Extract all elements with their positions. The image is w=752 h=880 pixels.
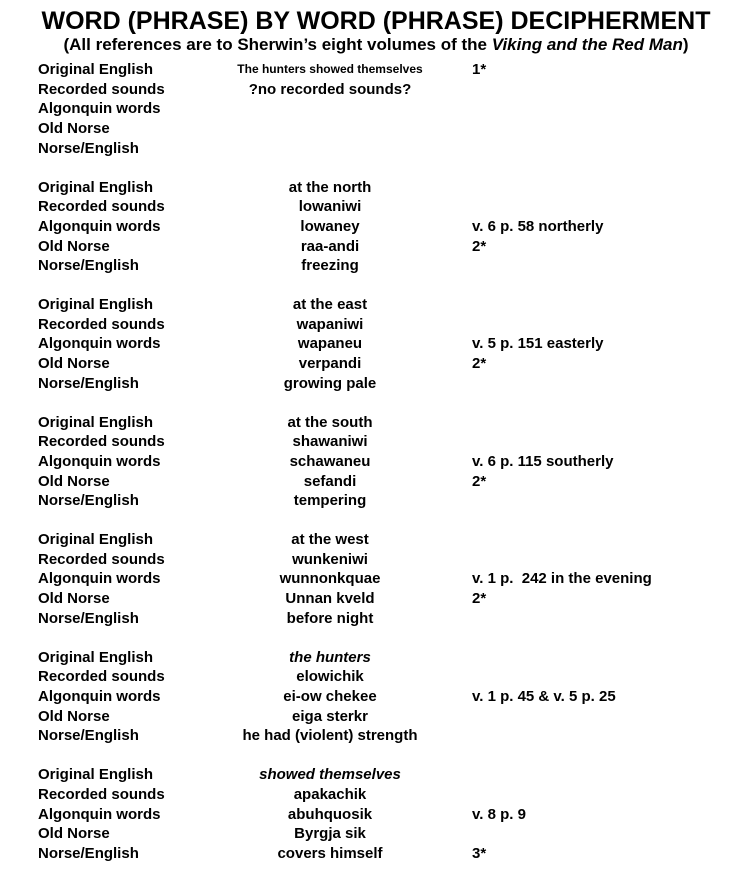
row-reference: 3* <box>472 844 487 862</box>
row-value: Byrgja sik <box>294 825 366 843</box>
row-reference <box>435 648 752 668</box>
decipherment-row <box>0 667 752 687</box>
row-label: Algonquin words <box>38 100 161 118</box>
row-reference: 2* <box>472 472 487 490</box>
row-reference <box>435 707 752 727</box>
row-value: growing pale <box>283 374 377 392</box>
row-label: Algonquin words <box>38 570 161 588</box>
decipherment-row <box>0 844 752 864</box>
row-value: eiga sterkr <box>292 707 368 725</box>
row-reference: v. 1 p. 242 in the evening <box>472 570 652 588</box>
decipherment-block-4 <box>0 413 752 512</box>
row-reference <box>435 197 752 217</box>
row-reference <box>435 491 752 511</box>
row-value: showed themselves <box>259 766 401 784</box>
decipherment-row <box>0 824 752 844</box>
row-value: apakachik <box>293 785 367 803</box>
row-value: before night <box>286 609 374 627</box>
decipherment-row <box>0 315 752 335</box>
decipherment-block-5 <box>0 530 752 629</box>
decipherment-row <box>0 334 752 354</box>
row-value: freezing <box>301 257 359 275</box>
subtitle-prefix: (All references are to Sherwin’s eight volumes of the <box>63 35 492 54</box>
row-reference <box>435 609 752 629</box>
row-value: wapaniwi <box>296 315 364 333</box>
row-label: Algonquin words <box>38 335 161 353</box>
row-label: Old Norse <box>38 472 110 490</box>
decipherment-row <box>0 354 752 374</box>
row-value: abuhquosik <box>287 805 373 823</box>
row-label: Recorded sounds <box>38 198 165 216</box>
decipherment-row <box>0 589 752 609</box>
row-label: Norse/English <box>38 257 139 275</box>
row-value: shawaniwi <box>292 433 368 451</box>
row-value: elowichik <box>296 668 364 686</box>
row-reference <box>435 178 752 198</box>
row-value: at the west <box>291 531 369 549</box>
row-reference: v. 5 p. 151 easterly <box>472 335 604 353</box>
decipherment-row <box>0 178 752 198</box>
row-label: Original English <box>38 178 154 196</box>
decipherment-block-2 <box>0 178 752 277</box>
row-label: Old Norse <box>38 590 110 608</box>
row-reference: v. 6 p. 58 northerly <box>472 217 604 235</box>
row-reference <box>435 530 752 550</box>
row-label: Norse/English <box>38 374 139 392</box>
decipherment-row <box>0 99 752 119</box>
decipherment-row <box>0 569 752 589</box>
row-label: Original English <box>38 648 154 666</box>
row-label: Old Norse <box>38 707 110 725</box>
row-label: Old Norse <box>38 120 110 138</box>
row-value: wunnonkquae <box>279 570 381 588</box>
row-reference <box>435 315 752 335</box>
row-reference <box>435 785 752 805</box>
row-reference: 2* <box>472 590 487 608</box>
decipherment-row <box>0 295 752 315</box>
row-value <box>225 119 435 139</box>
row-reference <box>435 99 752 119</box>
decipherment-blocks <box>0 60 752 864</box>
decipherment-block-7 <box>0 765 752 864</box>
row-label: Recorded sounds <box>38 80 165 98</box>
row-reference <box>435 374 752 394</box>
decipherment-row <box>0 139 752 159</box>
subtitle-book-title: Viking and the Red Man <box>491 35 683 54</box>
row-reference <box>435 295 752 315</box>
row-reference: 2* <box>472 355 487 373</box>
row-label: Original English <box>38 531 154 549</box>
page-title: WORD (PHRASE) BY WORD (PHRASE) DECIPHERMENT <box>41 7 711 35</box>
decipherment-row <box>0 785 752 805</box>
row-reference: 1* <box>472 61 487 78</box>
decipherment-row <box>0 432 752 452</box>
row-value: at the north <box>288 178 372 196</box>
row-value <box>225 139 435 159</box>
decipherment-row <box>0 374 752 394</box>
row-value: wunkeniwi <box>292 550 368 568</box>
row-label: Original English <box>38 413 154 431</box>
decipherment-row <box>0 197 752 217</box>
decipherment-row <box>0 609 752 629</box>
row-label: Old Norse <box>38 237 110 255</box>
row-value: Unnan kveld <box>285 590 375 608</box>
row-label: Norse/English <box>38 492 139 510</box>
row-reference: v. 6 p. 115 southerly <box>472 452 614 470</box>
row-label: Norse/English <box>38 609 139 627</box>
subtitle-suffix: ) <box>682 35 689 54</box>
row-value: lowaney <box>300 217 360 235</box>
decipherment-row <box>0 726 752 746</box>
row-label: Recorded sounds <box>38 433 165 451</box>
row-reference: v. 1 p. 45 & v. 5 p. 25 <box>472 687 616 705</box>
row-reference <box>435 550 752 570</box>
row-reference <box>435 726 752 746</box>
row-label: Recorded sounds <box>38 550 165 568</box>
row-value: verpandi <box>298 355 362 373</box>
decipherment-block-1 <box>0 60 752 159</box>
row-label: Original English <box>38 61 154 78</box>
decipherment-row <box>0 60 752 80</box>
decipherment-row <box>0 119 752 139</box>
decipherment-row <box>0 550 752 570</box>
decipherment-row <box>0 80 752 100</box>
decipherment-row <box>0 805 752 825</box>
decipherment-row <box>0 765 752 785</box>
row-reference: 2* <box>472 237 487 255</box>
row-value: ?no recorded sounds? <box>248 80 412 98</box>
decipherment-row <box>0 472 752 492</box>
row-value: tempering <box>293 492 367 510</box>
row-value: raa-andi <box>300 237 360 255</box>
row-reference: v. 8 p. 9 <box>472 805 526 823</box>
row-label: Algonquin words <box>38 805 161 823</box>
row-label: Recorded sounds <box>38 315 165 333</box>
row-label: Norse/English <box>38 727 139 745</box>
decipherment-row <box>0 707 752 727</box>
row-reference <box>435 667 752 687</box>
row-value: at the east <box>292 296 368 314</box>
row-reference <box>435 413 752 433</box>
page-subtitle <box>0 35 752 55</box>
row-value: the hunters <box>289 648 371 666</box>
decipherment-row <box>0 530 752 550</box>
row-value: ei-ow chekee <box>283 687 377 705</box>
row-value: at the south <box>287 413 373 431</box>
row-label: Original English <box>38 296 154 314</box>
row-label: Algonquin words <box>38 452 161 470</box>
row-reference <box>435 256 752 276</box>
decipherment-row <box>0 237 752 257</box>
row-label: Algonquin words <box>38 687 161 705</box>
row-reference <box>435 119 752 139</box>
row-label: Recorded sounds <box>38 785 165 803</box>
decipherment-row <box>0 413 752 433</box>
row-value: he had (violent) strength <box>242 727 418 745</box>
decipherment-row <box>0 217 752 237</box>
row-reference <box>435 432 752 452</box>
row-value: schawaneu <box>289 452 371 470</box>
decipherment-row <box>0 452 752 472</box>
row-reference <box>435 765 752 785</box>
row-value: lowaniwi <box>298 198 362 216</box>
row-value: The hunters showed themselves <box>237 62 423 76</box>
decipherment-row <box>0 648 752 668</box>
row-reference <box>435 139 752 159</box>
row-label: Old Norse <box>38 355 110 373</box>
decipherment-row <box>0 491 752 511</box>
row-label: Original English <box>38 766 154 784</box>
decipherment-row <box>0 687 752 707</box>
row-label: Norse/English <box>38 844 139 862</box>
row-label: Algonquin words <box>38 217 161 235</box>
row-label: Old Norse <box>38 825 110 843</box>
row-reference <box>435 824 752 844</box>
row-value: covers himself <box>277 844 383 862</box>
row-reference <box>435 80 752 100</box>
row-value: sefandi <box>303 472 357 490</box>
decipherment-row <box>0 256 752 276</box>
row-value: wapaneu <box>297 335 363 353</box>
row-value <box>225 99 435 119</box>
row-label: Norse/English <box>38 139 139 157</box>
row-label: Recorded sounds <box>38 668 165 686</box>
decipherment-block-3 <box>0 295 752 394</box>
decipherment-block-6 <box>0 648 752 747</box>
